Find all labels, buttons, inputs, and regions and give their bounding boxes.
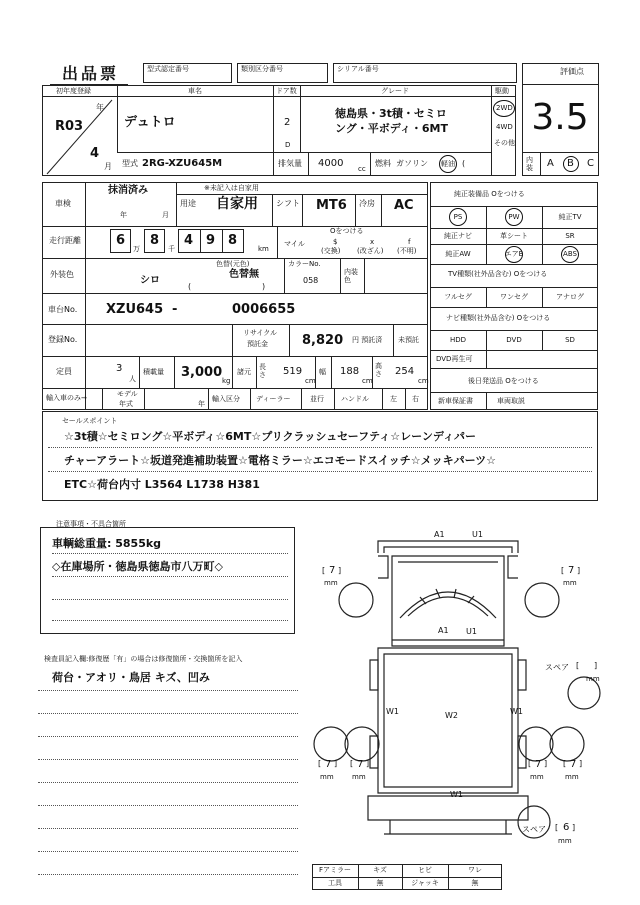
chassis-dash: - <box>172 302 178 317</box>
dvd-playback: DVD再生可 <box>436 355 473 363</box>
tire-left-front-open: [ <box>322 566 326 575</box>
color-no-label: カラーNo. <box>288 260 321 268</box>
tag-a1-cab: A1 <box>438 626 449 635</box>
spare-2-label: スペア <box>522 825 546 834</box>
chassis-number: 0006655 <box>232 302 296 317</box>
drive-label: 駆動 <box>495 87 509 95</box>
recycle-not: 未預託 <box>398 336 419 344</box>
equip-pw: PW <box>508 213 520 221</box>
usage-value: 自家用 <box>216 196 258 212</box>
tag-w1-left: W1 <box>386 707 399 716</box>
repaint-paren-open: ( <box>188 282 192 291</box>
interior-color-label: 内装色 <box>344 268 358 285</box>
dims-label: 諸元 <box>237 368 251 376</box>
import-label: 輸入車のみ→ <box>46 394 87 402</box>
capacity-value: 3 <box>116 363 123 374</box>
tire-left-front-mm: mm <box>324 579 338 587</box>
recycle-label-2: 預託金 <box>247 340 268 348</box>
inspection-value: 抹消済み <box>108 185 148 196</box>
tag-a1-front: A1 <box>434 530 445 539</box>
length-unit: cm <box>305 377 316 385</box>
year-unit: 年 <box>96 103 104 112</box>
legend-row-4: 無 <box>471 879 479 887</box>
month-unit: 月 <box>104 162 112 171</box>
meter-s: $ <box>333 238 338 246</box>
doors-value: 2 <box>284 117 291 128</box>
tire-left-rear-2-open: [ <box>350 759 354 768</box>
capacity-unit: 人 <box>129 375 136 383</box>
sales-line-2: チャーアラート☆坂道発進補助装置☆電格ミラー☆エコモードスイッチ☆メッキパーツ☆ <box>64 454 496 467</box>
repaint-paren-close: ) <box>262 282 266 291</box>
tag-w1-rear: W1 <box>450 790 463 799</box>
import-dealer: ディーラー <box>256 395 291 403</box>
tire-right-front-mm: mm <box>563 579 577 587</box>
height-label: 高さ <box>375 362 382 378</box>
chassis-prefix: XZU645 <box>106 302 164 317</box>
tire-left-rear-2-mm: mm <box>352 773 366 781</box>
door-suffix: D <box>285 141 291 149</box>
reg-no-label: 登録No. <box>48 335 78 344</box>
interior-c: C <box>587 158 594 169</box>
notes-gvw: 車輌総重量: 5855kg <box>52 537 162 550</box>
interior-a: A <box>547 158 554 169</box>
tire-right-rear-2-close: ] <box>579 759 583 768</box>
recycle-value: 8,820 <box>302 333 344 348</box>
equip-tv: 純正TV <box>558 213 582 221</box>
drive-2wd: 2WD <box>496 104 513 112</box>
sales-line-3: ETC☆荷台内寸 L3564 L1738 H381 <box>64 478 260 491</box>
spare-1-open: [ <box>576 661 580 670</box>
tire-right-rear-1-mm: mm <box>530 773 544 781</box>
width-label: 幅 <box>319 368 326 376</box>
mileage-digit-2: 8 <box>150 233 160 248</box>
inspector-label: 検査員記入欄:修復歴「有」の場合は修復箇所・交換箇所を記入 <box>44 655 243 663</box>
spare-2-mm: mm <box>558 837 572 845</box>
interior-label: 内装 <box>526 156 533 172</box>
equip-sr: SR <box>565 232 575 240</box>
model-value: 2RG-XZU645M <box>142 158 223 169</box>
import-type-label: 輸入区分 <box>212 395 240 403</box>
tv-fullseg: フルセグ <box>444 293 472 301</box>
inspection-year-unit: 年 <box>120 211 127 219</box>
repaint-value: 色替無 <box>229 269 259 280</box>
legend-row-3: ジャッキ <box>411 879 439 887</box>
legend-header-2: キズ <box>373 866 387 874</box>
displacement-label: 排気量 <box>278 159 302 168</box>
serial-label: シリアル番号 <box>337 65 379 73</box>
drive-other: その他 <box>494 139 515 147</box>
meter-f: f <box>408 238 411 246</box>
tag-u1-front: U1 <box>472 530 483 539</box>
notes-location: ◇在庫場所・徳島県徳島市八万町◇ <box>52 560 223 573</box>
inspection-month-unit: 月 <box>162 211 169 219</box>
equip-abs: ABS <box>563 250 577 258</box>
capacity-label: 定員 <box>56 367 72 376</box>
tire-right-rear-1-open: [ <box>528 759 532 768</box>
tv-title: TV種類(社外品含む) Oをつける <box>448 270 548 278</box>
recycle-label-1: リサイクル <box>243 329 278 337</box>
first-reg-year: R03 <box>55 119 84 134</box>
inspection-label: 車検 <box>55 199 71 208</box>
model-label: 型式 <box>122 159 138 168</box>
sales-points-label: セールスポイント <box>62 417 118 425</box>
legend-header-3: ヒビ <box>418 866 432 874</box>
mileage-digit-1: 6 <box>116 233 126 248</box>
first-reg-label: 初年度登録 <box>56 87 91 95</box>
tire-left-front: 7 <box>329 565 336 576</box>
height-value: 254 <box>395 366 415 377</box>
usage-label: 用途 <box>180 199 196 208</box>
interior-b: B <box>567 158 574 169</box>
equip-airbag: エアB <box>504 250 524 258</box>
meter-circle-label: Oをつける <box>330 227 364 235</box>
equip-ps: PS <box>453 213 463 221</box>
length-label: 長さ <box>259 363 266 379</box>
man-unit: 万 <box>133 245 140 253</box>
mileage-label: 走行距離 <box>49 236 81 245</box>
equipment-title: 純正装備品 Oをつける <box>454 190 525 198</box>
handle-left: 左 <box>390 395 397 403</box>
tire-right-rear-2: 7 <box>570 759 577 770</box>
sheet-title: 出品票 <box>62 64 120 83</box>
length-value: 519 <box>283 366 303 377</box>
mileage-digit-4: 9 <box>206 233 216 248</box>
docs-manual: 車両取説 <box>497 397 525 405</box>
mileage-digit-5: 8 <box>228 233 238 248</box>
tire-right-front-close: ] <box>577 566 581 575</box>
model-cert-label: 型式認定番号 <box>147 65 189 73</box>
navi-hdd: HDD <box>449 336 467 344</box>
sen-unit: 千 <box>168 245 175 253</box>
payload-value: 3,000 <box>181 365 223 380</box>
repaint-label: 色替(元色) <box>216 260 250 268</box>
color-no-value: 058 <box>303 276 319 285</box>
tv-oneseg: ワンセグ <box>500 293 528 301</box>
handle-label: ハンドル <box>341 395 369 403</box>
tire-right-rear-2-open: [ <box>563 759 567 768</box>
docs-title: 後日発送品 Oをつける <box>468 377 539 385</box>
tire-right-front-open: [ <box>561 566 565 575</box>
tire-right-rear-2-mm: mm <box>565 773 579 781</box>
navi-dvd: DVD <box>506 336 522 344</box>
height-unit: cm <box>418 377 429 385</box>
mile-label: マイル <box>284 240 305 248</box>
color-value: シロ <box>140 275 160 286</box>
recycle-status: 円 預託済 <box>352 336 383 344</box>
displacement-value: 4000 <box>318 158 344 169</box>
import-parallel: 並行 <box>310 395 324 403</box>
km-unit: km <box>258 245 269 253</box>
tire-right-rear-1: 7 <box>535 759 542 770</box>
mileage-digit-3: 4 <box>184 233 194 248</box>
width-value: 188 <box>340 366 360 377</box>
shift-value: MT6 <box>316 198 347 213</box>
meter-x-label: (改ざん) <box>357 247 384 255</box>
fuel-label: 燃料 <box>375 159 391 168</box>
spare-1-mm: mm <box>586 675 600 683</box>
equip-aw: 純正AW <box>445 250 471 258</box>
category-label: 類別区分番号 <box>241 65 283 73</box>
chassis-label: 車台No. <box>48 305 78 314</box>
fuel-diesel: 軽油 <box>441 160 455 168</box>
tire-left-rear-2-close: ] <box>366 759 370 768</box>
ac-label: 冷房 <box>359 199 375 208</box>
spare-1-label: スペア <box>545 663 569 672</box>
legend-row-2: 無 <box>376 879 384 887</box>
tire-right-rear-1-close: ] <box>544 759 548 768</box>
sales-line-1: ☆3t積☆セミロング☆平ボディ☆6MT☆プリクラッシュセーフティ☆レーンディパー <box>64 430 477 443</box>
docs-warranty: 新車保証書 <box>438 397 473 405</box>
legend-row-1: 工具 <box>328 879 342 887</box>
meter-x: x <box>370 238 375 246</box>
score-value: 3.5 <box>531 97 589 138</box>
navi-title: ナビ種類(社外品含む) Oをつける <box>446 314 551 322</box>
notes-label: 注意事項・不具合箇所 <box>56 520 126 528</box>
shift-label: シフト <box>276 199 300 208</box>
score-label: 評価点 <box>560 67 584 76</box>
tire-left-rear-2: 7 <box>357 759 364 770</box>
spare-2: 6 <box>563 822 570 833</box>
unregistered-note: ※未記入は自家用 <box>204 184 259 192</box>
equip-leather: 革シート <box>500 232 528 240</box>
first-reg-month: 4 <box>90 146 100 161</box>
tv-analog: アナログ <box>556 293 584 301</box>
grade-line-1: 徳島県・3t積・セミロ <box>335 107 447 120</box>
ac-value: AC <box>394 198 414 213</box>
spare-2-close: ] <box>572 823 576 832</box>
equip-navi: 純正ナビ <box>444 232 472 240</box>
meter-f-label: (不明) <box>397 247 417 255</box>
payload-unit: kg <box>222 377 231 385</box>
tire-left-rear-1-mm: mm <box>320 773 334 781</box>
legend-header-4: ワレ <box>468 866 482 874</box>
spare-2-open: [ <box>555 823 559 832</box>
doors-label: ドア数 <box>276 87 297 95</box>
drive-4wd: 4WD <box>496 123 513 131</box>
color-label: 外装色 <box>50 270 74 279</box>
tire-left-front-close: ] <box>338 566 342 575</box>
meter-s-label: (交換) <box>321 247 341 255</box>
fuel-gas: ガソリン <box>396 159 428 168</box>
payload-label: 積載量 <box>143 368 164 376</box>
navi-sd: SD <box>565 336 575 344</box>
grade-label: グレード <box>381 87 409 95</box>
spare-1-close: ] <box>594 661 598 670</box>
car-name-label: 車名 <box>188 87 202 95</box>
legend-header-1: Fアミラー <box>318 866 352 874</box>
fuel-paren: ( <box>462 159 466 168</box>
inspector-note: 荷台・アオリ・鳥居 キズ、凹み <box>52 671 210 684</box>
model-year-label-1: モデル <box>117 390 138 398</box>
tire-left-rear-1-open: [ <box>318 759 322 768</box>
tag-w2-bed: W2 <box>445 711 458 720</box>
tire-right-front: 7 <box>568 565 575 576</box>
tag-u1-cab: U1 <box>466 627 477 636</box>
grade-line-2: ング・平ボディ・6MT <box>335 122 449 135</box>
tire-left-rear-1: 7 <box>325 759 332 770</box>
tag-w1-right: W1 <box>510 707 523 716</box>
import-year-unit: 年 <box>198 400 205 408</box>
displacement-unit: cc <box>358 165 366 173</box>
model-year-label-2: 年式 <box>119 400 133 408</box>
car-name: デュトロ <box>124 115 176 130</box>
tire-left-rear-1-close: ] <box>334 759 338 768</box>
width-unit: cm <box>362 377 373 385</box>
handle-right: 右 <box>412 395 419 403</box>
